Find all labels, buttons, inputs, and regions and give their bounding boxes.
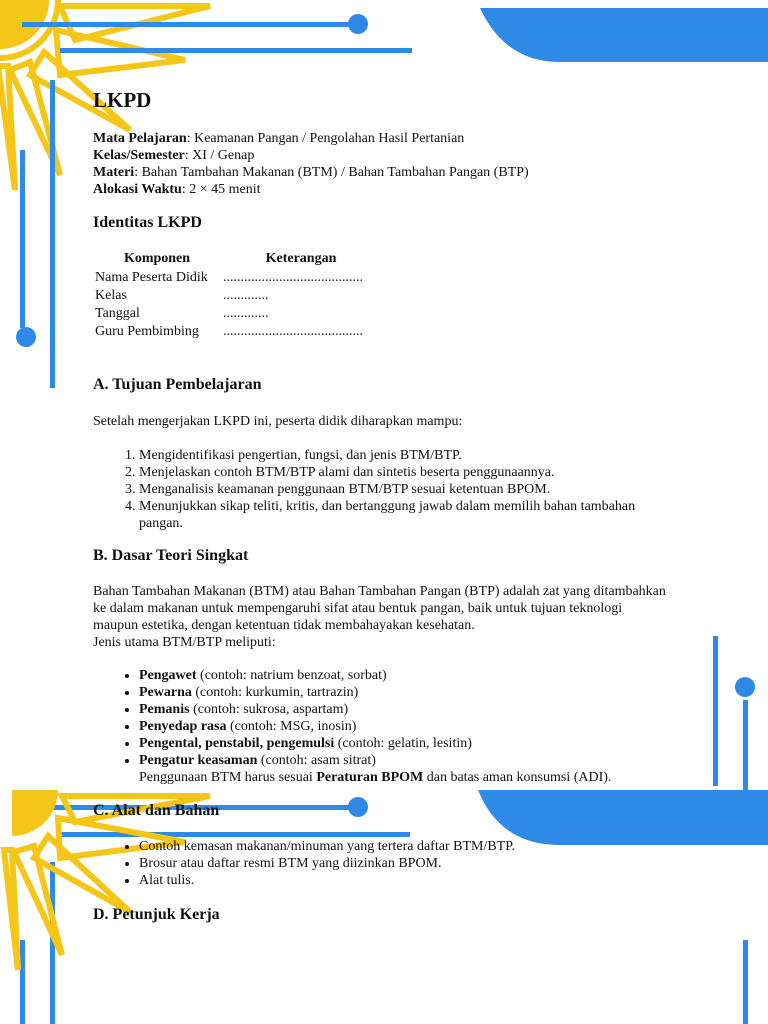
table-cell: ........................................ bbox=[223, 270, 363, 285]
table-header-komponen: Komponen bbox=[123, 250, 191, 266]
meta-mata-pelajaran: Mata Pelajaran: Keamanan Pangan / Pengolahan Hasil Pertanian bbox=[93, 131, 465, 146]
tujuan-intro: Setelah mengerjakan LKPD ini, peserta didik diharapkan mampu: bbox=[93, 414, 463, 429]
list-item: • Pengawet (contoh: natrium benzoat, sorbat) bbox=[139, 667, 719, 684]
list-item: • Pewarna (contoh: kurkumin, tartrazin) bbox=[139, 684, 719, 701]
list-item: • Pemanis (contoh: sukrosa, aspartam) bbox=[139, 701, 719, 718]
list-item: 1. Mengidentifikasi pengertian, fungsi, dan jenis BTM/BTP. bbox=[139, 447, 679, 464]
tujuan-list bbox=[93, 447, 679, 532]
tujuan-heading: A. Tujuan Pembelajaran bbox=[93, 376, 262, 393]
page-title: LKPD bbox=[93, 88, 152, 112]
meta-alokasi-waktu: Alokasi Waktu: 2 × 45 menit bbox=[93, 182, 261, 197]
list-item: • Brosur atau daftar resmi BTM yang diizinkan BPOM. bbox=[139, 855, 515, 872]
list-item: • Pengatur keasaman (contoh: asam sitrat) Penggunaan BTM harus sesuai Peraturan BPOM dan batas aman konsumsi (ADI). bbox=[139, 752, 719, 786]
list-item: • Contoh kemasan makanan/minuman yang tertera daftar BTM/BTP. bbox=[139, 838, 515, 855]
list-item: • Pengental, penstabil, pengemulsi (contoh: gelatin, lesitin) bbox=[139, 735, 719, 752]
meta-materi: Materi: Bahan Tambahan Makanan (BTM) / Bahan Tambahan Pangan (BTP) bbox=[93, 165, 529, 180]
teori-jenis-intro: Jenis utama BTM/BTP meliputi: bbox=[93, 635, 276, 650]
table-header-keterangan: Keterangan bbox=[265, 250, 337, 266]
teori-paragraph: Bahan Tambahan Makanan (BTM) atau Bahan Tambahan Pangan (BTP) adalah zat yang ditambahkan ke dalam makanan untuk mempengaruhi sifat atau bentuk pangan, baik untuk tujuan teknologi maupun estetika, dengan ketentuan tidak membahayakan kesehatan. bbox=[93, 584, 666, 633]
table-cell: Tanggal bbox=[95, 306, 140, 321]
table-cell: Nama Peserta Didik bbox=[95, 270, 208, 285]
meta-info bbox=[93, 130, 529, 198]
list-item: 2. Menjelaskan contoh BTM/BTP alami dan sintetis beserta penggunaannya. bbox=[139, 464, 679, 481]
alat-heading: C. Alat dan Bahan bbox=[93, 802, 220, 819]
table-cell: ........................................ bbox=[223, 324, 363, 339]
list-item: • Penyedap rasa (contoh: MSG, inosin) bbox=[139, 718, 719, 735]
list-item: • Alat tulis. bbox=[139, 872, 515, 889]
table-row bbox=[93, 324, 381, 342]
petunjuk-heading: D. Petunjuk Kerja bbox=[93, 906, 220, 923]
identitas-heading: Identitas LKPD bbox=[93, 214, 202, 231]
meta-kelas-semester: Kelas/Semester: XI / Genap bbox=[93, 148, 255, 163]
identitas-table bbox=[93, 250, 381, 342]
list-item: 3. Menganalisis keamanan penggunaan BTM/BTP sesuai ketentuan BPOM. bbox=[139, 481, 679, 498]
teori-jenis-list bbox=[93, 667, 719, 786]
table-cell: Guru Pembimbing bbox=[95, 324, 199, 339]
list-item: 4. Menunjukkan sikap teliti, kritis, dan bertanggung jawab dalam memilih bahan tambahan pangan. bbox=[139, 498, 679, 532]
table-row bbox=[93, 270, 381, 288]
alat-list bbox=[93, 838, 515, 889]
bpom-note: Penggunaan BTM harus sesuai Peraturan BPOM dan batas aman konsumsi (ADI). bbox=[139, 770, 612, 785]
table-cell: Kelas bbox=[95, 288, 127, 303]
table-cell: ............. bbox=[223, 288, 269, 303]
table-row bbox=[93, 288, 381, 306]
table-cell: ............. bbox=[223, 306, 269, 321]
teori-heading: B. Dasar Teori Singkat bbox=[93, 547, 249, 564]
table-row bbox=[93, 306, 381, 324]
